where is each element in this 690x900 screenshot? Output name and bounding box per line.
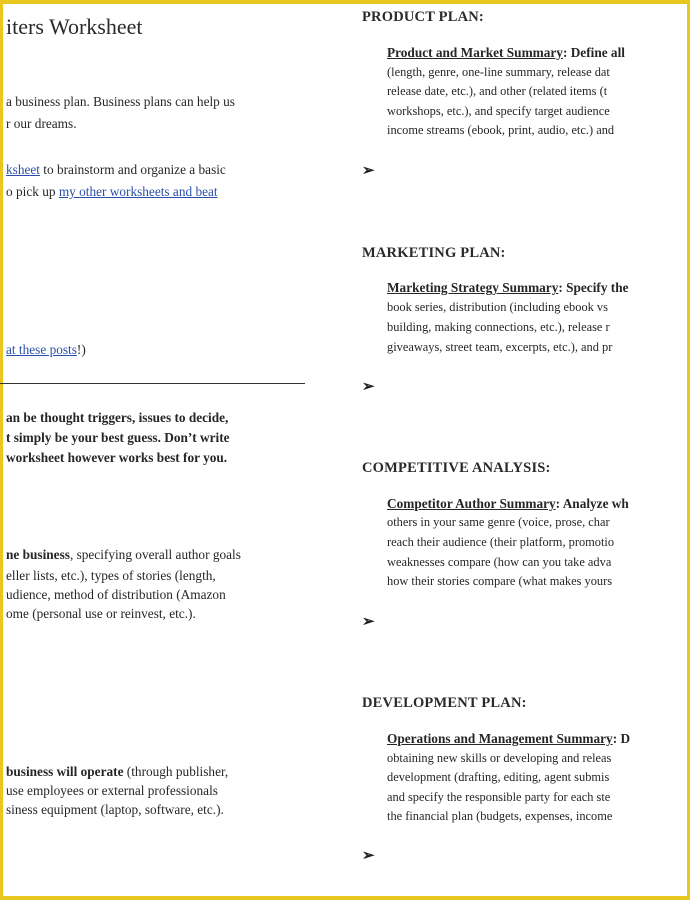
intro-line-1: a business plan. Business plans can help us — [6, 94, 235, 109]
posts-line — [6, 340, 86, 360]
heading-marketing-plan: MARKETING PLAN: — [362, 245, 506, 261]
business-text: , specifying overall author goals — [69, 547, 241, 562]
competitor-line-3: weaknesses compare (how can you take adva — [387, 555, 612, 569]
note-line-1: an be thought triggers, issues to decide, — [6, 410, 229, 425]
competitor-line-1: others in your same genre (voice, prose, char — [387, 515, 610, 529]
operate-text: (through publisher, — [123, 764, 229, 779]
frame-left — [0, 0, 3, 900]
product-line-2: release date, etc.), and other (related items (t — [387, 84, 608, 98]
development-summary-line — [387, 729, 630, 749]
note-line-2: t simply be your best guess. Don’t write — [6, 430, 230, 445]
product-line-4: income streams (ebook, print, audio, etc.) and — [387, 123, 615, 137]
intro2-line-2-text: o pick up — [6, 184, 59, 199]
marketing-summary-label: Marketing Strategy Summary — [387, 280, 559, 295]
frame-top — [0, 0, 690, 4]
development-bullet-arrow-icon: ➢ — [362, 848, 375, 864]
frame-bottom — [0, 896, 690, 900]
product-summary-tail: : Define all — [562, 45, 625, 60]
page-title: iters Worksheet — [6, 14, 143, 39]
competitor-summary-tail: : Analyze wh — [555, 496, 629, 511]
heading-competitive-analysis: COMPETITIVE ANALYSIS: — [362, 460, 551, 476]
posts-link[interactable]: at these posts — [6, 342, 77, 357]
marketing-summary-tail: : Specify the — [558, 280, 629, 295]
product-summary-line — [387, 43, 625, 63]
development-summary-tail: : D — [612, 731, 631, 746]
business-line-2: eller lists, etc.), types of stories (length, — [6, 568, 216, 583]
marketing-line-1: book series, distribution (including ebook vs — [387, 300, 608, 314]
development-line-3: and specify the responsible party for each ste — [387, 790, 611, 804]
product-summary-label: Product and Market Summary — [387, 45, 563, 60]
development-line-2: development (drafting, editing, agent submis — [387, 770, 610, 784]
intro2-line-2 — [6, 182, 218, 202]
marketing-bullet-arrow-icon: ➢ — [362, 379, 375, 395]
development-line-1: obtaining new skills or developing and releas — [387, 751, 612, 765]
operate-bold: business will operate — [6, 764, 124, 779]
note-line-3: worksheet however works best for you. — [6, 450, 228, 465]
product-bullet-arrow-icon: ➢ — [362, 163, 375, 179]
product-line-1: (length, genre, one-line summary, release dat — [387, 65, 610, 79]
marketing-summary-line — [387, 278, 629, 298]
competitor-summary-label: Competitor Author Summary — [387, 496, 556, 511]
business-line-3: udience, method of distribution (Amazon — [6, 587, 226, 602]
development-summary-label: Operations and Management Summary — [387, 731, 613, 746]
competitor-bullet-arrow-icon: ➢ — [362, 614, 375, 630]
operate-line-2: use employees or external professionals — [6, 783, 218, 798]
operate-line-1 — [6, 762, 228, 782]
heading-development-plan: DEVELOPMENT PLAN: — [362, 695, 527, 711]
intro2-line-1-text: to brainstorm and organize a basic — [39, 162, 226, 177]
business-line-4: ome (personal use or reinvest, etc.). — [6, 606, 196, 621]
business-line-1 — [6, 545, 241, 565]
marketing-line-3: giveaways, street team, excerpts, etc.), and pr — [387, 340, 613, 354]
competitor-summary-line — [387, 494, 629, 514]
other-worksheets-link[interactable]: my other worksheets and beat — [58, 184, 218, 199]
competitor-line-2: reach their audience (their platform, promotio — [387, 535, 615, 549]
horizontal-rule — [0, 383, 305, 384]
operate-line-3: siness equipment (laptop, software, etc.). — [6, 802, 224, 817]
posts-tail: !) — [76, 342, 86, 357]
intro2-line-1 — [6, 160, 226, 180]
development-line-4: the financial plan (budgets, expenses, income — [387, 809, 613, 823]
product-line-3: workshops, etc.), and specify target audience — [387, 104, 610, 118]
intro-line-2: r our dreams. — [6, 116, 77, 131]
competitor-line-4: how their stories compare (what makes yours — [387, 574, 613, 588]
heading-product-plan: PRODUCT PLAN: — [362, 9, 484, 25]
marketing-line-2: building, making connections, etc.), release r — [387, 320, 610, 334]
business-bold: ne business — [6, 547, 70, 562]
worksheet-link[interactable]: ksheet — [6, 162, 40, 177]
